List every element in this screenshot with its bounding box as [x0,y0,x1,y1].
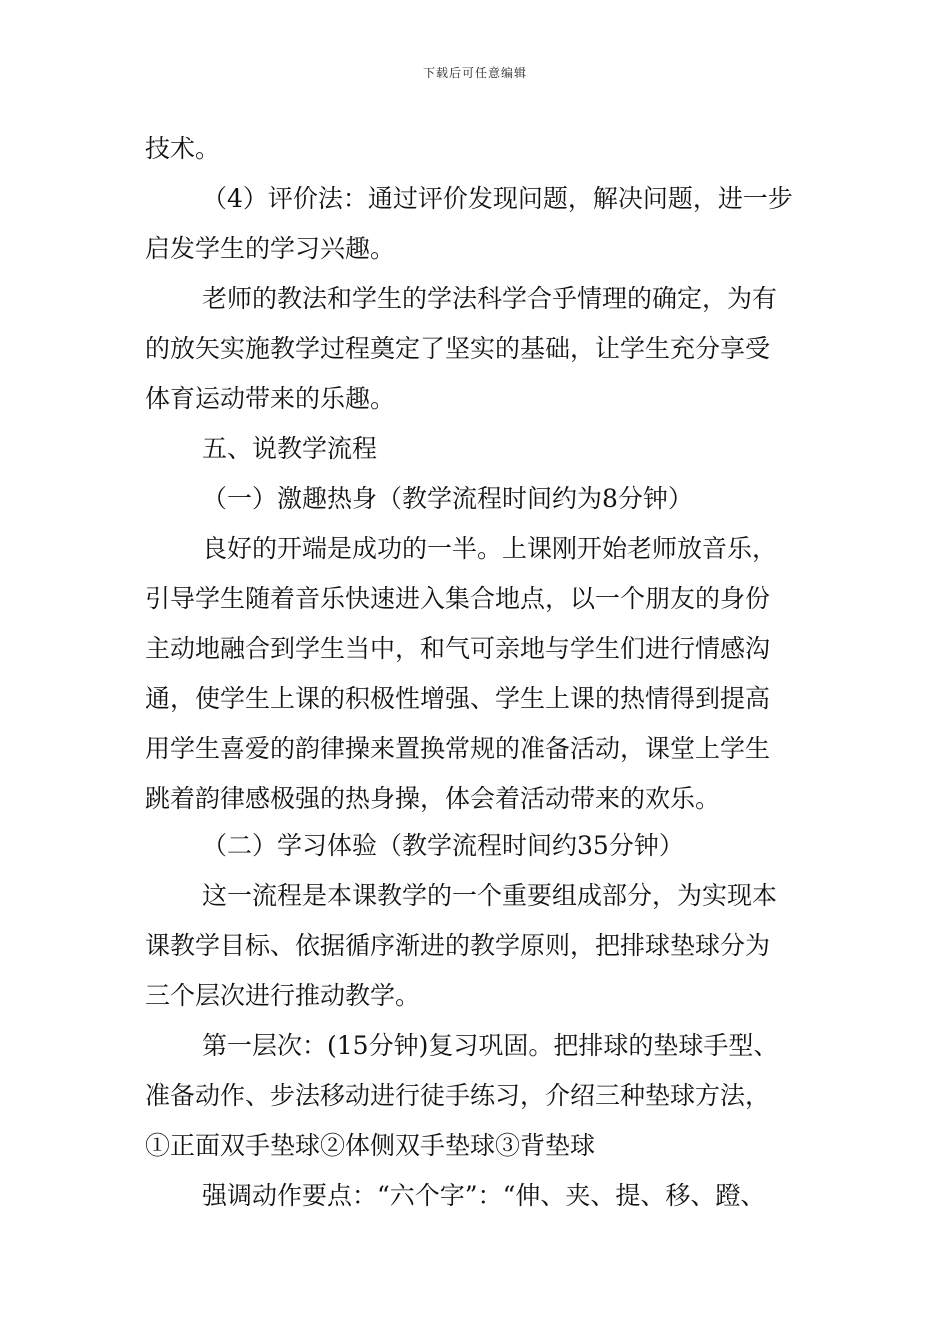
text-line: 技术。 [145,134,221,163]
section-heading: 五、说教学流程 [202,434,378,463]
text-line: 三个层次进行推动教学。 [145,981,421,1010]
text-line: 引导学生随着音乐快速进入集合地点，以一个朋友的身份 [145,584,771,613]
page-header: 下载后可任意编辑 [422,66,527,80]
text-line: 第一层次：(15分钟)复习巩固。把排球的垫球手型、 [202,1031,779,1060]
text-line: 这一流程是本课教学的一个重要组成部分，为实现本 [202,881,778,910]
text-line: 跳着韵律感极强的热身操，体会着活动带来的欢乐。 [145,784,721,813]
text-line: ①正面双手垫球②体侧双手垫球③背垫球 [145,1131,596,1160]
text-line: 用学生喜爱的韵律操来置换常规的准备活动，课堂上学生 [145,734,771,763]
text-line: （4）评价法：通过评价发现问题，解决问题，进一步 [202,184,793,213]
subsection-heading: （一）激趣热身（教学流程时间约为8分钟） [202,484,693,513]
text-line: 准备动作、步法移动进行徒手练习，介绍三种垫球方法， [145,1081,771,1110]
text-line: 主动地融合到学生当中，和气可亲地与学生们进行情感沟 [145,634,771,663]
text-line: 老师的教法和学生的学法科学合乎情理的确定，为有 [202,284,778,313]
text-line: 的放矢实施教学过程奠定了坚实的基础，让学生充分享受 [145,334,771,363]
text-line: 体育运动带来的乐趣。 [145,384,396,413]
subsection-heading: （二）学习体验（教学流程时间约35分钟） [202,831,684,860]
text-line: 通，使学生上课的积极性增强、学生上课的热情得到提高 [145,684,771,713]
text-line: 强调动作要点：“六个字”：“伸、夹、提、移、蹬、 [202,1181,766,1210]
text-line: 课教学目标、依据循序渐进的教学原则，把排球垫球分为 [145,931,771,960]
text-line: 启发学生的学习兴趣。 [145,234,396,263]
text-line: 良好的开端是成功的一半。上课刚开始老师放音乐， [202,534,778,563]
